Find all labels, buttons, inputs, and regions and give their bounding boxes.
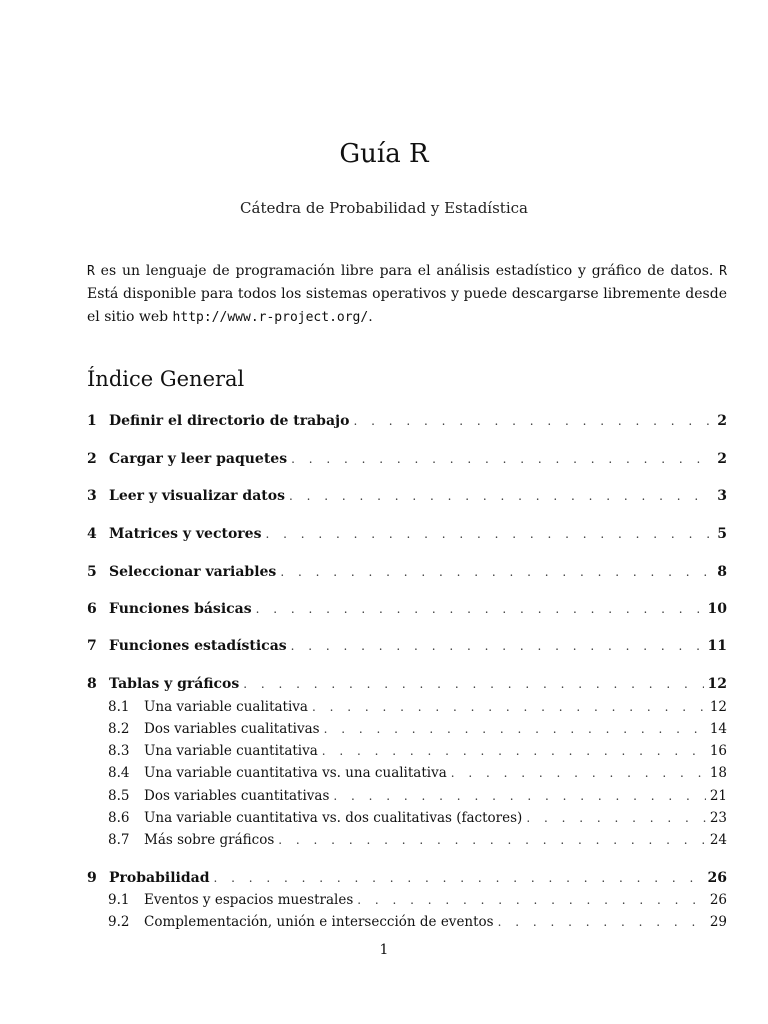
document-subtitle: Cátedra de Probabilidad y Estadística bbox=[240, 199, 528, 217]
toc-entry-number: 8.7 bbox=[108, 832, 130, 848]
toc-entry[interactable] bbox=[87, 696, 727, 718]
toc-entry[interactable] bbox=[87, 867, 727, 889]
toc-entry[interactable] bbox=[87, 485, 727, 507]
toc-entry[interactable] bbox=[87, 785, 727, 807]
toc-leader-dots bbox=[333, 785, 705, 807]
toc-leader-dots bbox=[357, 889, 706, 911]
intro-text-1: es un lenguaje de programación libre para el análisis estadístico y gráfico de datos. bbox=[94, 263, 720, 279]
toc-entry[interactable] bbox=[87, 673, 727, 695]
toc-entry[interactable] bbox=[87, 829, 727, 851]
toc-leader-dots bbox=[291, 448, 713, 470]
toc-entry-title: Probabilidad bbox=[109, 870, 210, 886]
toc-entry-page: 5 bbox=[717, 526, 727, 542]
r-code-inline: R bbox=[87, 264, 95, 279]
toc-entry-title: Una variable cuantitativa bbox=[144, 743, 318, 759]
toc-entry-number: 7 bbox=[87, 638, 97, 654]
toc-entry-title: Eventos y espacios muestrales bbox=[144, 892, 354, 908]
toc-entry-number: 2 bbox=[87, 451, 97, 467]
intro-paragraph bbox=[87, 260, 727, 329]
toc-entry[interactable] bbox=[87, 410, 727, 432]
toc-entry-number: 8.1 bbox=[108, 699, 130, 715]
toc-heading: Índice General bbox=[87, 367, 245, 391]
intro-text-3: . bbox=[368, 309, 373, 325]
toc-leader-dots bbox=[256, 598, 704, 620]
toc-entry[interactable] bbox=[87, 448, 727, 470]
toc-entry[interactable] bbox=[87, 807, 727, 829]
toc-entry-title: Funciones básicas bbox=[109, 601, 252, 617]
toc-entry-title: Complementación, unión e intersección de eventos bbox=[144, 914, 494, 930]
toc-entry-page: 29 bbox=[709, 914, 727, 930]
toc-entry-page: 26 bbox=[709, 892, 727, 908]
toc-entry-page: 21 bbox=[709, 788, 727, 804]
toc-entry-title: Seleccionar variables bbox=[109, 564, 277, 580]
toc-leader-dots bbox=[322, 740, 706, 762]
toc-entry-page: 26 bbox=[707, 870, 727, 886]
toc-entry-page: 12 bbox=[707, 676, 727, 692]
toc-entry-title: Cargar y leer paquetes bbox=[109, 451, 288, 467]
toc-entry-page: 12 bbox=[709, 699, 727, 715]
toc-entry-number: 3 bbox=[87, 488, 97, 504]
toc-entry[interactable] bbox=[87, 523, 727, 545]
toc-entry-number: 8.5 bbox=[108, 788, 130, 804]
toc-entry-title: Una variable cuantitativa vs. una cualitativa bbox=[144, 765, 447, 781]
toc-entry[interactable] bbox=[87, 740, 727, 762]
toc-leader-dots bbox=[312, 696, 706, 718]
toc-entry-title: Matrices y vectores bbox=[109, 526, 262, 542]
toc-entry-number: 9.1 bbox=[108, 892, 130, 908]
intro-text-2: Está disponible para todos los sistemas operativos y puede descargarse libremente desde el sitio web bbox=[87, 286, 727, 325]
toc-entry-title: Dos variables cualitativas bbox=[144, 721, 320, 737]
toc-entry[interactable] bbox=[87, 718, 727, 740]
toc-entry-number: 5 bbox=[87, 564, 97, 580]
toc-entry-title: Leer y visualizar datos bbox=[109, 488, 285, 504]
toc-leader-dots bbox=[353, 410, 713, 432]
toc-leader-dots bbox=[289, 485, 713, 507]
toc-entry-page: 11 bbox=[707, 638, 727, 654]
toc-entry-page: 10 bbox=[707, 601, 727, 617]
toc-entry-title: Más sobre gráficos bbox=[144, 832, 275, 848]
toc-entry-number: 6 bbox=[87, 601, 97, 617]
toc-entry[interactable] bbox=[87, 635, 727, 657]
toc-entry-title: Definir el directorio de trabajo bbox=[109, 413, 350, 429]
toc-entry-number: 8 bbox=[87, 676, 97, 692]
toc-entry-number: 8.4 bbox=[108, 765, 130, 781]
toc-leader-dots bbox=[291, 635, 704, 657]
toc-entry-number: 8.3 bbox=[108, 743, 130, 759]
toc-leader-dots bbox=[278, 829, 706, 851]
toc-leader-dots bbox=[214, 867, 704, 889]
toc-entry[interactable] bbox=[87, 561, 727, 583]
toc-entry-number: 8.2 bbox=[108, 721, 130, 737]
toc-entry-title: Una variable cualitativa bbox=[144, 699, 308, 715]
toc-entry-number: 9 bbox=[87, 870, 97, 886]
toc-entry-page: 18 bbox=[709, 765, 727, 781]
toc-entry[interactable] bbox=[87, 598, 727, 620]
toc-entry-page: 2 bbox=[717, 413, 727, 429]
toc-entry-page: 3 bbox=[717, 488, 727, 504]
toc-entry-title: Funciones estadísticas bbox=[109, 638, 287, 654]
toc-entry-page: 23 bbox=[709, 810, 727, 826]
toc-entry-page: 8 bbox=[717, 564, 727, 580]
toc-entry-title: Una variable cuantitativa vs. dos cualitativas (factores) bbox=[144, 810, 523, 826]
toc-entry-number: 9.2 bbox=[108, 914, 130, 930]
toc-entry-number: 4 bbox=[87, 526, 97, 542]
toc-entry[interactable] bbox=[87, 889, 727, 911]
toc-entry-page: 24 bbox=[709, 832, 727, 848]
toc-entry-page: 2 bbox=[717, 451, 727, 467]
document-title: Guía R bbox=[339, 139, 429, 169]
toc-entry-title: Dos variables cuantitativas bbox=[144, 788, 330, 804]
toc-leader-dots bbox=[451, 762, 706, 784]
toc-entry-page: 14 bbox=[709, 721, 727, 737]
toc-entry-title: Tablas y gráficos bbox=[109, 676, 240, 692]
page-number: 1 bbox=[379, 942, 389, 958]
toc-leader-dots bbox=[498, 911, 706, 933]
toc-leader-dots bbox=[526, 807, 706, 829]
r-code-inline-2: R bbox=[719, 264, 727, 279]
toc-entry-page: 16 bbox=[709, 743, 727, 759]
toc-leader-dots bbox=[265, 523, 713, 545]
toc-entry[interactable] bbox=[87, 911, 727, 933]
toc-entry-number: 1 bbox=[87, 413, 97, 429]
toc-entry-number: 8.6 bbox=[108, 810, 130, 826]
r-project-url[interactable]: http://www.r-project.org/ bbox=[172, 310, 369, 325]
toc-leader-dots bbox=[243, 673, 703, 695]
toc-leader-dots bbox=[324, 718, 706, 740]
toc-entry[interactable] bbox=[87, 762, 727, 784]
toc-leader-dots bbox=[280, 561, 713, 583]
